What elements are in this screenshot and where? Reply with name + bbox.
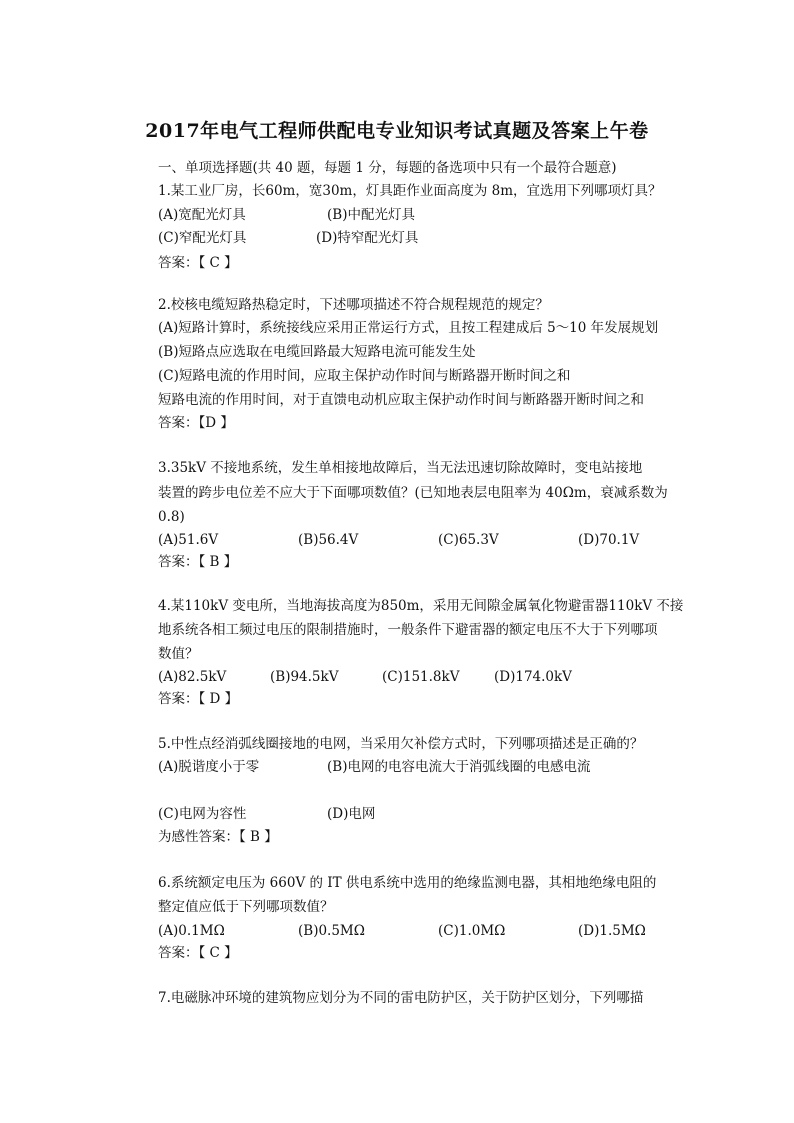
question-3-option-b: (B)56.4V	[298, 532, 359, 548]
question-1-option-c: (C)窄配光灯具	[158, 230, 247, 246]
question-5-option-c: (C)电网为容性	[158, 806, 247, 822]
question-2-stem: 2.校核电缆短路热稳定时，下述哪项描述不符合规程规范的规定？	[158, 297, 549, 313]
question-1-option-a: (A)宽配光灯具	[158, 207, 246, 223]
question-2-option-a: (A)短路计算时，系统接线应采用正常运行方式，且按工程建成后 5～10 年发展规划	[158, 320, 659, 336]
question-1-option-b: (B)中配光灯具	[327, 207, 415, 223]
question-6-option-d: (D)1.5MΩ	[578, 923, 646, 939]
question-2-option-b: (B)短路点应选取在电缆回路最大短路电流可能发生处	[158, 344, 476, 360]
section-heading: 一、单项选择题(共 40 题，每题 1 分，每题的备选项中只有一个最符合题意)	[158, 160, 617, 176]
question-3-option-d: (D)70.1V	[578, 532, 640, 548]
question-6-answer: 答案：【 C 】	[158, 945, 238, 961]
question-6-stem-line-2: 整定值应低于下列哪项数值？	[158, 899, 334, 915]
question-7-stem: 7.电磁脉冲环境的建筑物应划分为不同的雷电防护区，关于防护区划分，下列哪描	[158, 990, 644, 1006]
question-4-option-c: (C)151.8kV	[382, 669, 460, 685]
question-4-stem-line-2: 地系统各相工频过电压的限制措施时，一般条件下避雷器的额定电压不大于下列哪项	[158, 622, 658, 638]
question-3-stem-line-1: 3.35kV 不接地系统，发生单相接地故障后，当无法迅速切除故障时，变电站接地	[158, 460, 643, 476]
question-5-option-a: (A)脱谐度小于零	[158, 759, 260, 775]
question-1-option-d: (D)特窄配光灯具	[316, 230, 419, 246]
question-6-option-c: (C)1.0MΩ	[438, 923, 506, 939]
page-title: 2017年电气工程师供配电专业知识考试真题及答案上午卷	[145, 120, 649, 142]
question-1-stem: 1.某工业厂房，长60m，宽30m，灯具距作业面高度为 8m，宜选用下列哪项灯具？	[158, 183, 662, 199]
question-2-answer: 答案：【D 】	[158, 415, 234, 431]
question-3-option-c: (C)65.3V	[438, 532, 499, 548]
question-6-stem-line-1: 6.系统额定电压为 660V 的 IT 供电系统中选用的绝缘监测电器，其相地绝缘电阻的	[158, 875, 657, 891]
question-5-option-d: (D)电网	[327, 806, 376, 822]
question-4-option-a: (A)82.5kV	[158, 669, 227, 685]
question-6-option-b: (B)0.5MΩ	[298, 923, 365, 939]
question-4-option-b: (B)94.5kV	[270, 669, 339, 685]
question-5-answer: 为感性答案：【 B 】	[158, 829, 278, 845]
question-4-option-d: (D)174.0kV	[494, 669, 572, 685]
question-3-stem-line-3: 0.8)	[158, 509, 185, 525]
question-3-option-a: (A)51.6V	[158, 532, 219, 548]
question-2-option-d: 短路电流的作用时间，对于直馈电动机应取主保护动作时间与断路器开断时间之和	[158, 392, 644, 408]
question-4-answer: 答案：【 D 】	[158, 691, 239, 707]
question-5-stem: 5.中性点经消弧线圈接地的电网，当采用欠补偿方式时，下列哪项描述是正确的？	[158, 736, 644, 752]
question-5-option-b: (B)电网的电容电流大于消弧线圈的电感电流	[327, 759, 591, 775]
question-6-option-a: (A)0.1MΩ	[158, 923, 225, 939]
question-2-option-c: (C)短路电流的作用时间，应取主保护动作时间与断路器开断时间之和	[158, 368, 571, 384]
question-4-stem-line-3: 数值？	[158, 646, 199, 662]
question-3-answer: 答案：【 B 】	[158, 554, 238, 570]
question-4-stem-line-1: 4.某110kV 变电所，当地海拔高度为850m，采用无间隙金属氧化物避雷器110kV 不接	[158, 598, 684, 614]
question-1-answer: 答案：【 C 】	[158, 255, 238, 271]
question-3-stem-line-2: 装置的跨步电位差不应大于下面哪项数值？(已知地表层电阻率为 40Ωm，衰减系数为	[158, 485, 668, 501]
